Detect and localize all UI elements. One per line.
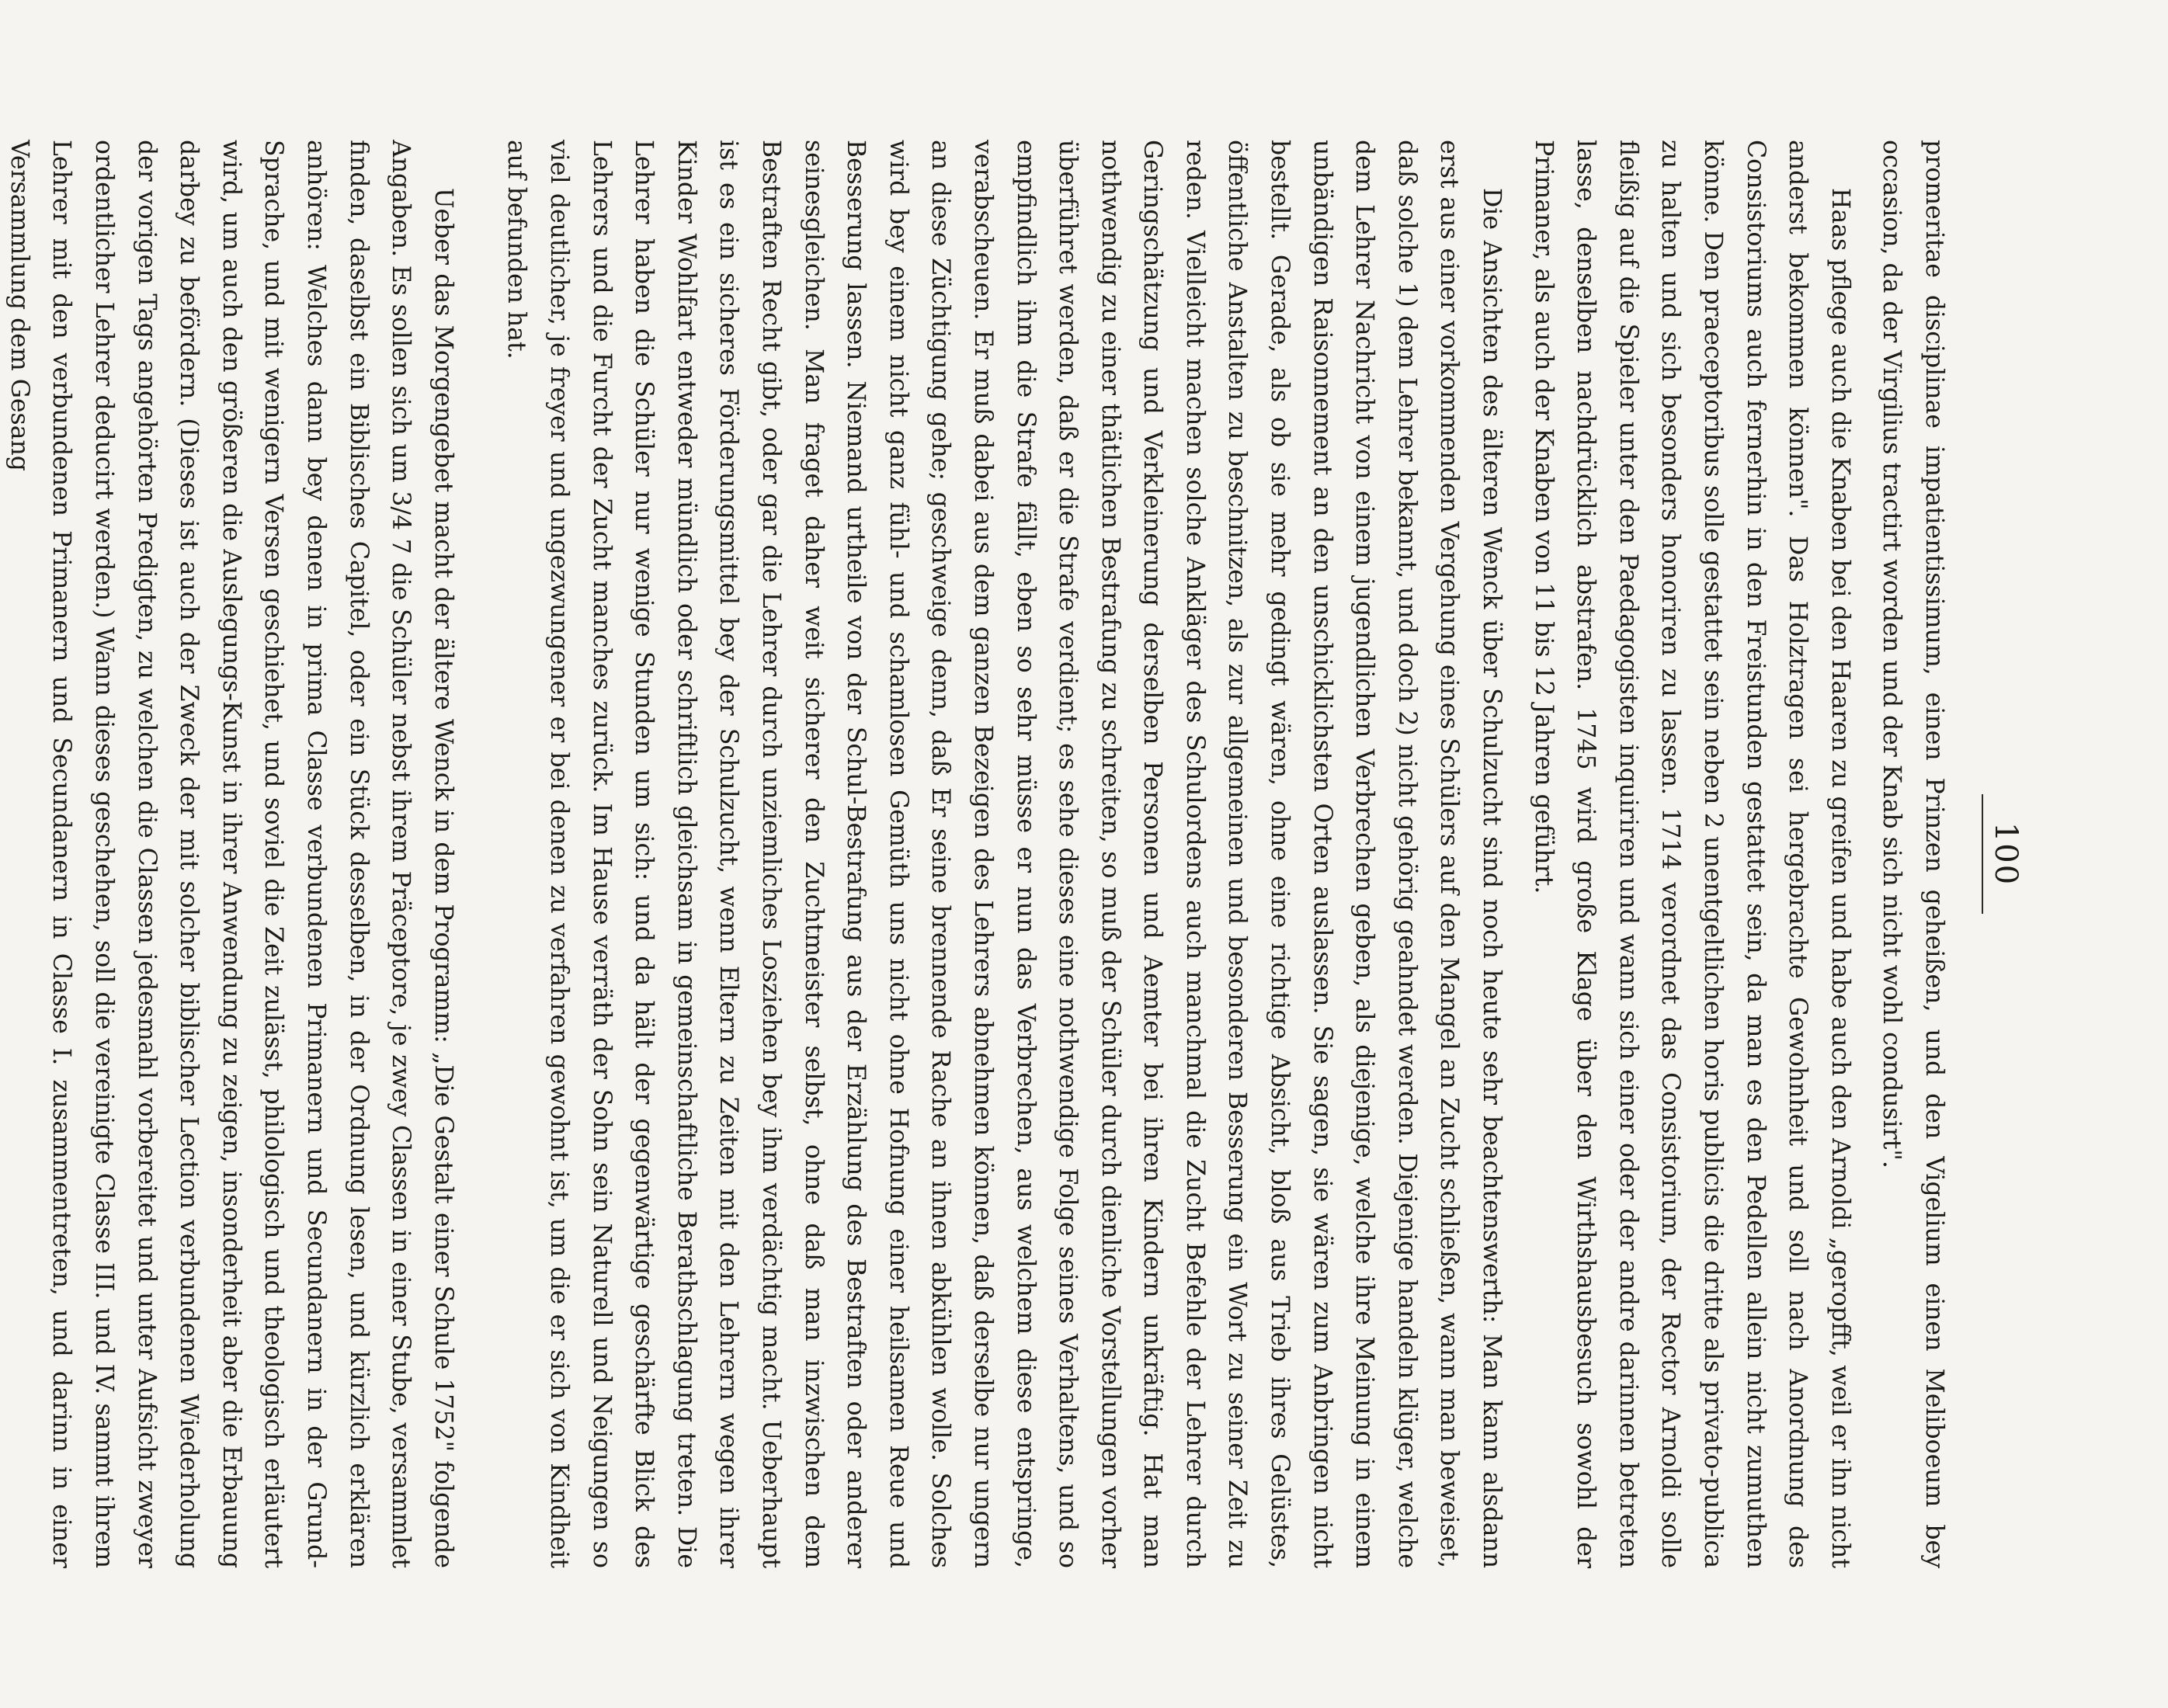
paragraph-continuation: promeritae disciplinae impatientissimum, einen Prinzen geheißen, und den Vigelium einen Meliboeum bey occasion, da der Virgilius tractirt worden und der Knab sich nicht wohl condusirt".: [1878, 140, 1948, 1568]
page-header: [1982, 140, 2024, 1568]
rotated-text-block: [5, 109, 2031, 1599]
paragraph-wenck-school-discipline: Die Ansichten des älteren Wenck über Schulzucht sind noch heute sehr beachtenswerth: Man kann alsdann erst aus einer vorkommenden Vergehung eines Schülers auf den Mangel an Zucht schließen, wann man beweiset, daß solche 1) dem Lehrer bekannt, und doch 2) nicht gehörig geahndet werden. Diejenige handeln klüger, welche dem Lehrer Nachricht von einem jugendlichen Verbrechen geben, als diejenige, welche ihre Meinung in einem unbändigen Raisonnement an den unschicklichsten Orten auslassen. Sie sagen, sie wären zum Anbringen nicht bestellt. Gerade, als ob sie mehr gedingt wären, ohne eine richtige Absicht, bloß aus Trieb ihres Gelüstes, öffentliche Anstalten zu beschnitzen, als zur allgemeinen und besonderen Besserung ein Wort zu seiner Zeit zu reden. Vielleicht machen solche Ankläger des Schulordens auch manchmal die Zucht Befehle der Lehrer durch Geringschätzung und Verkleinerung derselben Personen und Aemter bei ihren Kindern unkräftig. Hat man nothwendig zu einer thätlichen Bestrafung zu schreiten, so muß der Schüler durch dienliche Vorstellungen vorher überführet werden, daß er die Strafe verdient; es sehe dieses eine nothwendige Folge seines Verhaltens, und so empfindlich ihm die Strafe fällt, eben so sehr müsse er nun das Verbrechen, aus welchem diese entspringe, verabscheuen. Er muß dabei aus dem ganzen Bezeigen des Lehrers abnehmen können, daß derselbe nur ungern an diese Züchtigung gehe; geschweige denn, daß Er seine brennende Rache an ihnen abkühlen wolle. Solches wird bey einem nicht ganz fühl- und schamlosen Gemüth uns nicht ohne Hofnung einer heilsamen Reue und Besserung lassen. Niemand urtheile von der Schul-Bestrafung aus der Erzählung des Bestraften oder anderer seinesgleichen. Man fraget daher weit sicherer den Zuchtmeister selbst, ohne daß man inzwischen dem Bestraften Recht gibt, oder gar die Lehrer durch unziemliches Losziehen bey ihm verdächtig macht. Ueberhaupt ist es ein sicheres Förderungsmittel bey der Schulzucht, wenn Eltern zu Zeiten mit den Lehrern wegen ihrer Kinder Wohlfart entweder mündlich oder schriftlich gleichsam in gemeinschaftliche Berathschlagung treten. Die Lehrer haben die Schüler nur wenige Stunden um sich: und da hält der gegenwärtige geschärfte Blick des Lehrers und die Furcht der Zucht manches zurück. Im Hause verräth der Sohn sein Naturell und Neigungen so viel deutlicher, je freyer und ungezwungener er bei denen zu verfahren gewohnt ist, um die er sich von Kindheit auf befunden hat.: [502, 140, 1506, 1568]
paragraph-discipline-rules: Haas pflege auch die Knaben bei den Haaren zu greifen und habe auch den Arnoldi „geropfft, weil er ihn nicht anderst bekommen können". Das Holztragen sei hergebrachte Gewohnheit und soll nach Anordnung des Consistoriums auch fernerhin in den Freistunden gestattet sein, da man es den Pedellen allein nicht zumuthen könne. Den praeceptoribus solle gestattet sein neben 2 unentgeltlichen horis publicis die dritte als privato-publica zu halten und sich besonders honoriren zu lassen. 1714 verordnet das Consistorium, der Rector Arnoldi solle fleißig auf die Spieler unter den Paedagogisten inquiriren und wann sich einer oder der andre darinnen betreten lasse, denselben nachdrücklich abstrafen. 1745 wird große Klage über den Wirthshausbesuch sowohl der Primaner, als auch der Knaben von 11 bis 12 Jahren geführt.: [1529, 140, 1854, 1568]
page-number: 100: [1982, 794, 2024, 914]
paragraph-morning-prayer: Ueber das Morgengebet macht der ältere Wenck in dem Programm: „Die Gestalt einer Schule 1752" folgende Angaben. Es sollen sich um 3/4 7 die Schüler nebst ihrem Präceptore, je zwey Classen in einer Stube, versammlet finden, daselbst ein Biblisches Capitel, oder ein Stück desselben, in der Ordnung lesen, und kürzlich erklären anhören: Welches dann bey denen in prima Classe verbundenen Primanern und Secundanern in der Grund-Sprache, und mit wenigern Versen geschiehet, und soviel die Zeit zulässt, philologisch und theologisch erläutert wird, um auch den größeren die Auslegungs-Kunst in ihrer Anwendung zu zeigen, insonderheit aber die Erbauung darbey zu befördern. (Dieses ist auch der Zweck der mit solcher biblischer Lection verbundenen Wiederholung der vorigen Tags angehörten Predigten, zu welchen die Classen jedesmahl vorbereitet und unter Aufsicht zweyer ordentlicher Lehrer deducirt werden.) Wann dieses geschehen, soll die vereinigte Classe III. und IV. sammt ihrem Lehrer mit den verbundenen Primanern und Secundanern in Classe I. zusammentreten, und darinn in einer Versammlung dem Gesang: [5, 140, 457, 1568]
